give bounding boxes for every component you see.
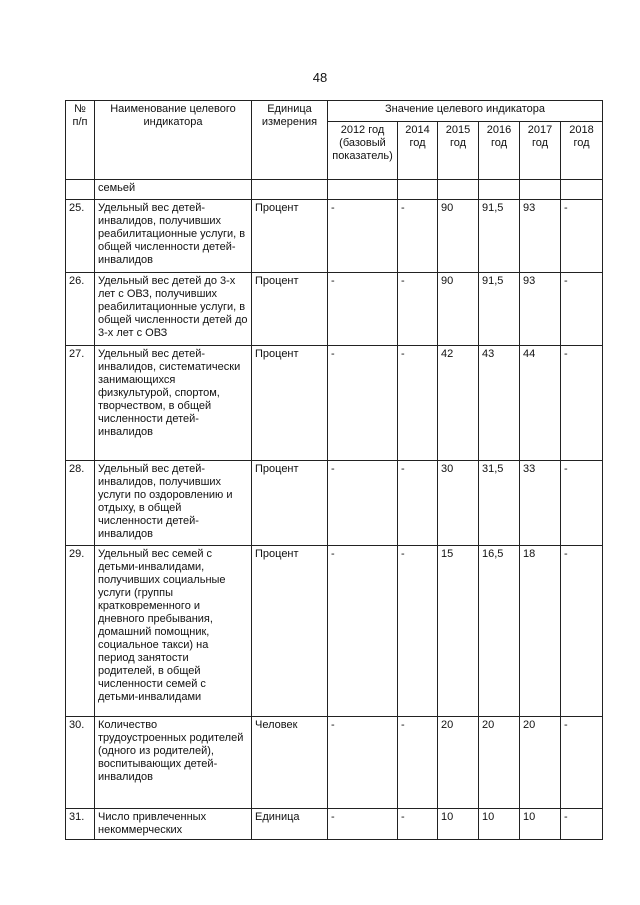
value-cell: 90 bbox=[438, 200, 479, 273]
header-num: № п/п bbox=[66, 101, 95, 180]
value-cell: 31,5 bbox=[479, 461, 520, 546]
value-cell: 20 bbox=[438, 717, 479, 809]
header-name: Наименование целевого индикатора bbox=[95, 101, 252, 180]
row-number: 28. bbox=[66, 461, 95, 546]
value-cell: - bbox=[328, 200, 398, 273]
table-row bbox=[66, 346, 603, 461]
value-cell: - bbox=[561, 346, 603, 461]
indicator-name: Число привлеченных некоммерческих bbox=[95, 809, 252, 840]
value-cell: - bbox=[328, 346, 398, 461]
value-cell: - bbox=[561, 546, 603, 717]
table-row bbox=[66, 717, 603, 809]
value-cell: 42 bbox=[438, 346, 479, 461]
value-cell: 30 bbox=[438, 461, 479, 546]
value-cell: - bbox=[328, 717, 398, 809]
value-cell: 10 bbox=[438, 809, 479, 840]
unit-cell: Процент bbox=[252, 461, 328, 546]
row-number: 26. bbox=[66, 273, 95, 346]
row-number: 31. bbox=[66, 809, 95, 840]
value-cell: 90 bbox=[438, 273, 479, 346]
value-cell: 20 bbox=[479, 717, 520, 809]
unit-cell: Процент bbox=[252, 200, 328, 273]
row-number bbox=[66, 180, 95, 200]
value-cell: - bbox=[561, 200, 603, 273]
unit-cell bbox=[252, 180, 328, 200]
indicator-name: Удельный вес детей-инвалидов, получивших услуги по оздоровлению и отдыху, в общей численности детей-инвалидов bbox=[95, 461, 252, 546]
value-cell: - bbox=[398, 346, 438, 461]
value-cell: 43 bbox=[479, 346, 520, 461]
unit-cell: Человек bbox=[252, 717, 328, 809]
header-year: 2017 год bbox=[520, 122, 561, 180]
unit-cell: Единица bbox=[252, 809, 328, 840]
value-cell: - bbox=[561, 461, 603, 546]
value-cell: 20 bbox=[520, 717, 561, 809]
indicator-name: Количество трудоустроенных родителей (одного из родителей), воспитывающих детей-инвалидов bbox=[95, 717, 252, 809]
value-cell: - bbox=[398, 461, 438, 546]
table-row bbox=[66, 461, 603, 546]
value-cell bbox=[479, 180, 520, 200]
value-cell: 44 bbox=[520, 346, 561, 461]
indicator-name: семьей bbox=[95, 180, 252, 200]
value-cell: - bbox=[328, 461, 398, 546]
table-row bbox=[66, 273, 603, 346]
header-year: 2012 год (базовый показатель) bbox=[328, 122, 398, 180]
value-cell: - bbox=[561, 809, 603, 840]
table-row bbox=[66, 200, 603, 273]
value-cell: 18 bbox=[520, 546, 561, 717]
value-cell: 33 bbox=[520, 461, 561, 546]
value-cell: - bbox=[398, 809, 438, 840]
row-number: 29. bbox=[66, 546, 95, 717]
header-year: 2014 год bbox=[398, 122, 438, 180]
table-row bbox=[66, 809, 603, 840]
value-cell: 93 bbox=[520, 200, 561, 273]
row-number: 30. bbox=[66, 717, 95, 809]
value-cell: 10 bbox=[479, 809, 520, 840]
indicator-name: Удельный вес детей-инвалидов, получивших реабилитационные услуги, в общей численности детей-инвалидов bbox=[95, 200, 252, 273]
value-cell: - bbox=[328, 546, 398, 717]
indicator-name: Удельный вес детей до 3-х лет с ОВЗ, получивших реабилитационные услуги, в общей численности детей до 3-х лет с ОВЗ bbox=[95, 273, 252, 346]
value-cell: 93 bbox=[520, 273, 561, 346]
value-cell bbox=[520, 180, 561, 200]
value-cell: 16,5 bbox=[479, 546, 520, 717]
unit-cell: Процент bbox=[252, 273, 328, 346]
header-year: 2015 год bbox=[438, 122, 479, 180]
page-number: 48 bbox=[312, 70, 328, 85]
value-cell bbox=[438, 180, 479, 200]
header-year: 2018 год bbox=[561, 122, 603, 180]
value-cell: - bbox=[398, 273, 438, 346]
indicators-table bbox=[65, 100, 603, 840]
value-cell: 10 bbox=[520, 809, 561, 840]
unit-cell: Процент bbox=[252, 546, 328, 717]
header-year: 2016 год bbox=[479, 122, 520, 180]
row-number: 27. bbox=[66, 346, 95, 461]
value-cell: - bbox=[398, 200, 438, 273]
unit-cell: Процент bbox=[252, 346, 328, 461]
value-cell bbox=[328, 180, 398, 200]
value-cell bbox=[398, 180, 438, 200]
table-row bbox=[66, 180, 603, 200]
value-cell: 15 bbox=[438, 546, 479, 717]
value-cell: - bbox=[328, 273, 398, 346]
value-cell: - bbox=[398, 546, 438, 717]
value-cell: - bbox=[561, 273, 603, 346]
value-cell: 91,5 bbox=[479, 273, 520, 346]
value-cell: 91,5 bbox=[479, 200, 520, 273]
value-cell: - bbox=[398, 717, 438, 809]
indicator-name: Удельный вес детей-инвалидов, систематически занимающихся физкультурой, спортом, творчеством, в общей численности детей-инвалидов bbox=[95, 346, 252, 461]
value-cell: - bbox=[561, 717, 603, 809]
header-value-group: Значение целевого индикатора bbox=[328, 101, 603, 122]
indicator-name: Удельный вес семей с детьми-инвалидами, получивших социальные услуги (группы кратковременного и дневного пребывания, домашний помощник, социальное такси) на период занятости родителей, в общей численности семей с детьми-инвалидами bbox=[95, 546, 252, 717]
value-cell: - bbox=[328, 809, 398, 840]
value-cell bbox=[561, 180, 603, 200]
table-row bbox=[66, 546, 603, 717]
row-number: 25. bbox=[66, 200, 95, 273]
header-unit: Единица измерения bbox=[252, 101, 328, 180]
